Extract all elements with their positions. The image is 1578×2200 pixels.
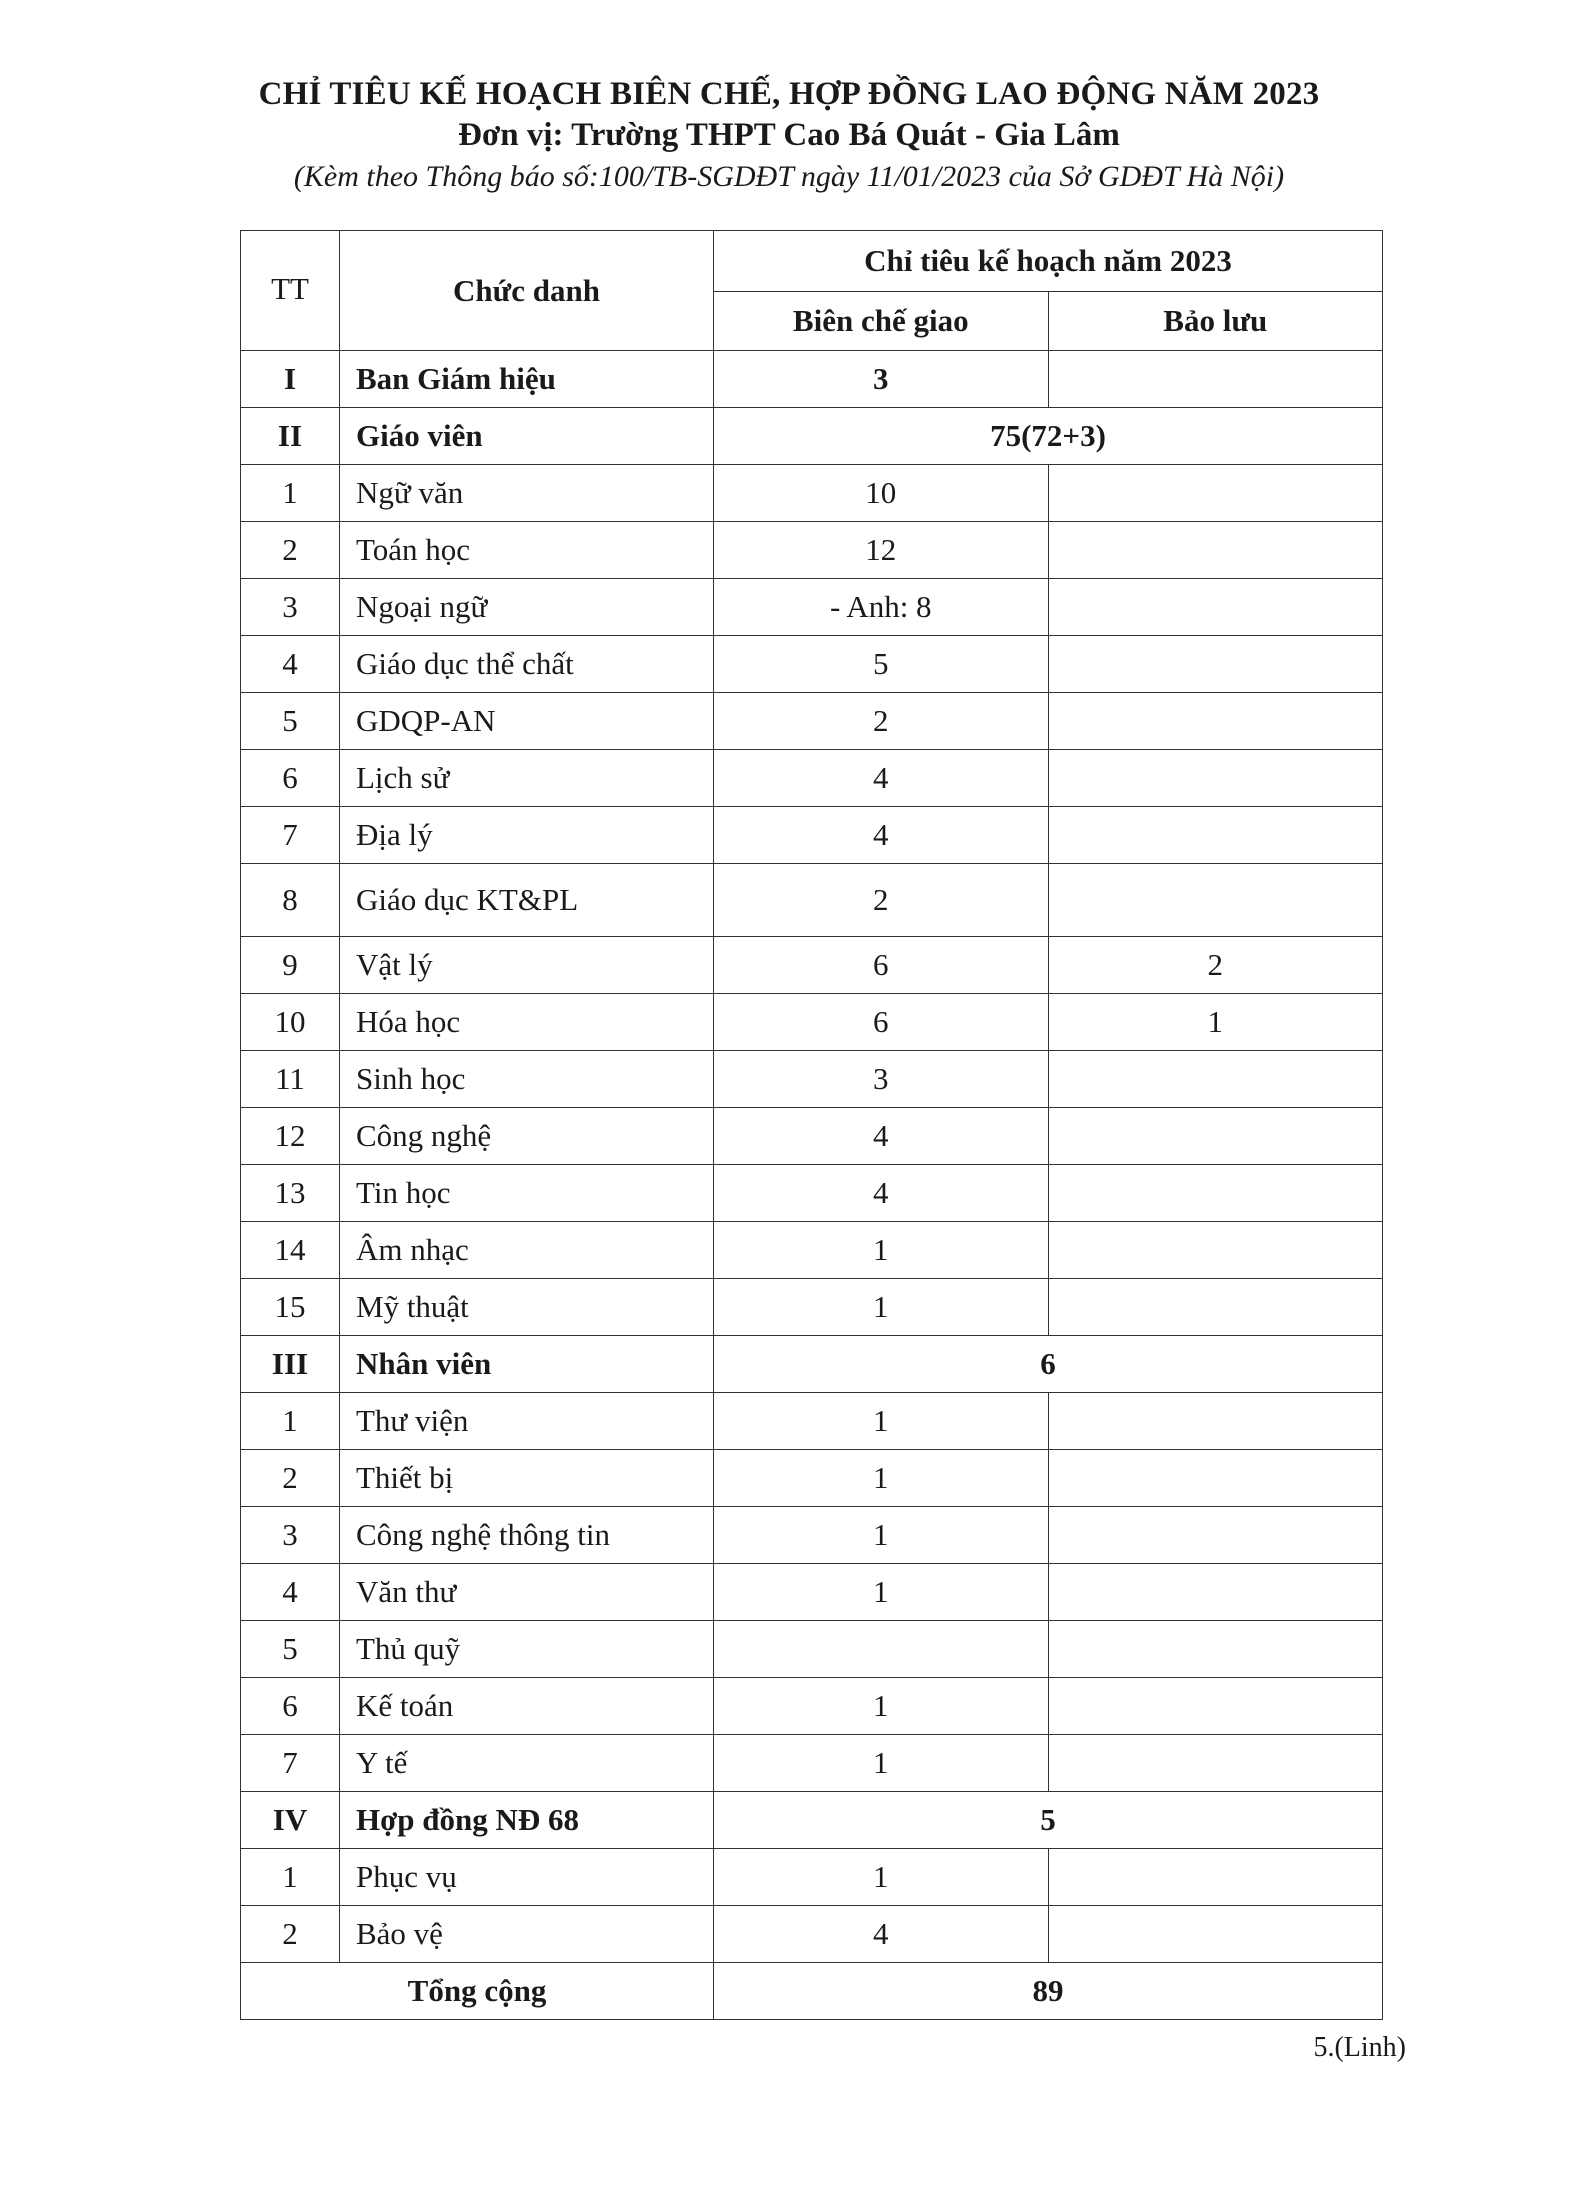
row-assigned: 1 — [714, 1450, 1049, 1507]
row-reserved: 1 — [1048, 994, 1383, 1051]
unit-name: Đơn vị: Trường THPT Cao Bá Quát - Gia Lâm — [458, 117, 1120, 154]
row-reserved — [1048, 1165, 1383, 1222]
row-number: 7 — [241, 1735, 340, 1792]
table-row — [241, 636, 1383, 693]
row-number: 6 — [241, 1678, 340, 1735]
row-reserved — [1048, 1279, 1383, 1336]
row-reserved — [1048, 693, 1383, 750]
table-row — [241, 937, 1383, 994]
row-position: Giáo dục thể chất — [340, 636, 714, 693]
row-number: 5 — [241, 1621, 340, 1678]
row-number: 8 — [241, 864, 340, 937]
section-title: Hợp đồng NĐ 68 — [340, 1792, 714, 1849]
table-row — [241, 1735, 1383, 1792]
section-total: 6 — [714, 1336, 1383, 1393]
row-position: Thủ quỹ — [340, 1621, 714, 1678]
row-position: Thư viện — [340, 1393, 714, 1450]
row-position: Tin học — [340, 1165, 714, 1222]
table-row — [241, 750, 1383, 807]
page-footnote: 5.(Linh) — [1313, 2032, 1406, 2063]
table-header-row — [241, 231, 1383, 292]
row-reserved — [1048, 1906, 1383, 1963]
row-number: 10 — [241, 994, 340, 1051]
row-position: Y tế — [340, 1735, 714, 1792]
row-assigned: 10 — [714, 465, 1049, 522]
section-number: I — [241, 351, 340, 408]
row-position: Lịch sử — [340, 750, 714, 807]
row-number: 1 — [241, 1393, 340, 1450]
row-reserved — [1048, 579, 1383, 636]
row-reserved — [1048, 1393, 1383, 1450]
header-position: Chức danh — [340, 231, 714, 351]
row-assigned: - Anh: 8 — [714, 579, 1049, 636]
document-header — [0, 74, 1578, 196]
section-assigned: 3 — [714, 351, 1049, 408]
row-number: 13 — [241, 1165, 340, 1222]
row-reserved — [1048, 864, 1383, 937]
row-number: 11 — [241, 1051, 340, 1108]
row-number: 4 — [241, 636, 340, 693]
table-row — [241, 465, 1383, 522]
table-row — [241, 1450, 1383, 1507]
row-position: Kế toán — [340, 1678, 714, 1735]
table-row — [241, 1507, 1383, 1564]
row-reserved — [1048, 1621, 1383, 1678]
table-row — [241, 1222, 1383, 1279]
header-assigned-staff: Biên chế giao — [714, 292, 1049, 351]
row-reserved — [1048, 1222, 1383, 1279]
header-tt: TT — [241, 231, 340, 351]
row-number: 6 — [241, 750, 340, 807]
section-total: 5 — [714, 1792, 1383, 1849]
row-number: 2 — [241, 1906, 340, 1963]
row-reserved — [1048, 1507, 1383, 1564]
table-row — [241, 864, 1383, 937]
table-row — [241, 1621, 1383, 1678]
total-row — [241, 1963, 1383, 2020]
reference-note: (Kèm theo Thông báo số:100/TB-SGDĐT ngày 11/01/2023 của Sở GDĐT Hà Nội) — [293, 159, 1285, 193]
row-position: Giáo dục KT&PL — [340, 864, 714, 937]
section-title: Giáo viên — [340, 408, 714, 465]
section-row — [241, 1792, 1383, 1849]
row-assigned: 6 — [714, 994, 1049, 1051]
row-number: 3 — [241, 579, 340, 636]
section-title: Ban Giám hiệu — [340, 351, 714, 408]
header-plan-2023: Chỉ tiêu kế hoạch năm 2023 — [714, 231, 1383, 292]
row-number: 12 — [241, 1108, 340, 1165]
row-assigned: 1 — [714, 1564, 1049, 1621]
row-assigned: 4 — [714, 750, 1049, 807]
row-reserved — [1048, 1849, 1383, 1906]
row-assigned: 5 — [714, 636, 1049, 693]
section-row — [241, 408, 1383, 465]
table-row — [241, 1051, 1383, 1108]
row-number: 3 — [241, 1507, 340, 1564]
row-position: Bảo vệ — [340, 1906, 714, 1963]
row-assigned: 2 — [714, 864, 1049, 937]
section-total: 75(72+3) — [714, 408, 1383, 465]
row-number: 2 — [241, 1450, 340, 1507]
row-position: Công nghệ — [340, 1108, 714, 1165]
row-reserved — [1048, 1108, 1383, 1165]
row-assigned: 3 — [714, 1051, 1049, 1108]
table-row — [241, 807, 1383, 864]
document-title: CHỈ TIÊU KẾ HOẠCH BIÊN CHẾ, HỢP ĐỒNG LAO ĐỘNG NĂM 2023 — [258, 76, 1320, 112]
row-number: 15 — [241, 1279, 340, 1336]
section-number: IV — [241, 1792, 340, 1849]
row-number: 7 — [241, 807, 340, 864]
row-number: 1 — [241, 465, 340, 522]
row-number: 9 — [241, 937, 340, 994]
row-position: Phục vụ — [340, 1849, 714, 1906]
total-value: 89 — [714, 1963, 1383, 2020]
row-reserved — [1048, 465, 1383, 522]
table-row — [241, 1108, 1383, 1165]
row-reserved — [1048, 1564, 1383, 1621]
table-row — [241, 1393, 1383, 1450]
row-number: 1 — [241, 1849, 340, 1906]
section-title: Nhân viên — [340, 1336, 714, 1393]
row-assigned: 4 — [714, 1108, 1049, 1165]
row-reserved — [1048, 1450, 1383, 1507]
row-assigned: 1 — [714, 1279, 1049, 1336]
row-reserved: 2 — [1048, 937, 1383, 994]
table-row — [241, 1279, 1383, 1336]
row-reserved — [1048, 522, 1383, 579]
row-position: Ngoại ngữ — [340, 579, 714, 636]
row-number: 2 — [241, 522, 340, 579]
table-row — [241, 693, 1383, 750]
section-row — [241, 1336, 1383, 1393]
row-assigned: 1 — [714, 1849, 1049, 1906]
row-number: 14 — [241, 1222, 340, 1279]
table-row — [241, 579, 1383, 636]
row-position: Toán học — [340, 522, 714, 579]
row-reserved — [1048, 1051, 1383, 1108]
row-position: Âm nhạc — [340, 1222, 714, 1279]
table-row — [241, 522, 1383, 579]
row-position: Thiết bị — [340, 1450, 714, 1507]
row-assigned: 1 — [714, 1507, 1049, 1564]
total-label: Tổng cộng — [241, 1963, 714, 2020]
header-reserved: Bảo lưu — [1048, 292, 1383, 351]
row-position: Ngữ văn — [340, 465, 714, 522]
table-row — [241, 994, 1383, 1051]
row-position: GDQP-AN — [340, 693, 714, 750]
row-position: Văn thư — [340, 1564, 714, 1621]
row-number: 4 — [241, 1564, 340, 1621]
row-assigned: 1 — [714, 1222, 1049, 1279]
table-row — [241, 1678, 1383, 1735]
table-row — [241, 1564, 1383, 1621]
row-assigned — [714, 1621, 1049, 1678]
row-assigned: 1 — [714, 1393, 1049, 1450]
row-assigned: 4 — [714, 807, 1049, 864]
row-position: Công nghệ thông tin — [340, 1507, 714, 1564]
row-reserved — [1048, 1678, 1383, 1735]
row-assigned: 1 — [714, 1678, 1049, 1735]
table-row — [241, 1165, 1383, 1222]
row-assigned: 2 — [714, 693, 1049, 750]
table-row — [241, 1849, 1383, 1906]
row-number: 5 — [241, 693, 340, 750]
row-position: Vật lý — [340, 937, 714, 994]
row-position: Mỹ thuật — [340, 1279, 714, 1336]
row-assigned: 12 — [714, 522, 1049, 579]
row-assigned: 4 — [714, 1906, 1049, 1963]
row-reserved — [1048, 750, 1383, 807]
row-position: Hóa học — [340, 994, 714, 1051]
row-position: Sinh học — [340, 1051, 714, 1108]
row-reserved — [1048, 807, 1383, 864]
table-row — [241, 1906, 1383, 1963]
row-assigned: 6 — [714, 937, 1049, 994]
section-number: III — [241, 1336, 340, 1393]
row-reserved — [1048, 1735, 1383, 1792]
row-position: Địa lý — [340, 807, 714, 864]
section-row — [241, 351, 1383, 408]
row-assigned: 4 — [714, 1165, 1049, 1222]
row-assigned: 1 — [714, 1735, 1049, 1792]
row-reserved — [1048, 636, 1383, 693]
section-reserved — [1048, 351, 1383, 408]
staffing-table — [240, 230, 1383, 2020]
section-number: II — [241, 408, 340, 465]
